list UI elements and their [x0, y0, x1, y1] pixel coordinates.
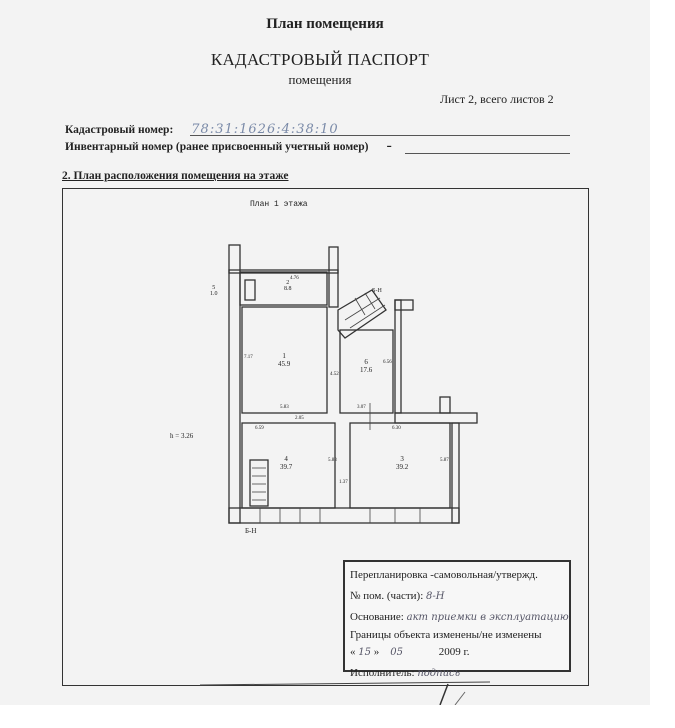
stamp-executor-value: подпись: [417, 668, 461, 679]
stamp-line1: Перепланировка -самовольная/утвержд.: [350, 569, 538, 581]
axis-label: Б-Н: [245, 527, 257, 535]
cadastral-label: Кадастровый номер:: [65, 124, 174, 136]
dim-label: 3.07: [357, 405, 366, 410]
dim-label: 2.05: [295, 416, 304, 421]
stamp-executor-label: Исполнитель:: [350, 667, 415, 679]
inventory-value: -: [386, 137, 392, 154]
room-6: 6 17.6: [360, 358, 373, 374]
room-1: 1 45.9: [278, 352, 291, 368]
dim-label: 6.59: [255, 426, 264, 431]
stamp-basis-label: Основание:: [350, 611, 404, 623]
dim-label: 4.52: [330, 372, 339, 377]
stamp-room-label: № пом. (части):: [350, 590, 424, 602]
sheet-number: Лист 2, всего листов 2: [440, 92, 554, 106]
floor-label: План 1 этажа: [250, 200, 308, 209]
dim-label: 4.76: [290, 276, 299, 281]
dim-label: 1.37: [339, 480, 348, 485]
dim-label: 5.87: [440, 458, 449, 463]
stamp-year: 2009: [438, 646, 461, 658]
dim-label: 6.56: [383, 360, 392, 365]
dim-label: 7.17: [244, 355, 253, 360]
doc-title: КАДАСТРОВЫЙ ПАСПОРТ: [210, 50, 430, 69]
page-title: План помещения: [266, 16, 384, 32]
redevelopment-stamp: Перепланировка -самовольная/утвержд. № пом. (части): 8-Н Основание: акт приемки в эксплуатацию Границы объекта изменены/не изменены « 15 » 05 2009 г. Исполнитель: подпись: [343, 560, 571, 672]
dim-label: 6.30: [392, 426, 401, 431]
stamp-room-value: 8-Н: [426, 591, 445, 602]
room-5: 5 1.0: [210, 285, 218, 297]
room-3: 3 39.2: [396, 455, 409, 471]
stamp-month: 05: [390, 647, 403, 658]
room-4: 4 39.7: [280, 455, 293, 471]
stamp-year-suffix: г.: [463, 646, 470, 658]
cadastral-value: 78:31:1626:4:38:10: [191, 122, 339, 137]
section-title: 2. План расположения помещения на этаже: [62, 170, 289, 182]
dim-label: 5.83: [280, 405, 289, 410]
room-2: 2 8.8: [284, 280, 292, 292]
doc-subtitle: помещения: [288, 72, 352, 87]
stamp-day: 15: [358, 647, 371, 658]
stamp-bounds: Границы объекта изменены/не изменены: [350, 629, 542, 641]
stamp-basis-value: акт приемки в эксплуатацию: [406, 612, 569, 623]
height-label: h = 3.26: [170, 432, 194, 440]
inventory-label: Инвентарный номер (ранее присвоенный учетный номер): [65, 141, 369, 153]
dim-label: 5.83: [328, 458, 337, 463]
stair-label: Б-Н: [372, 288, 382, 294]
